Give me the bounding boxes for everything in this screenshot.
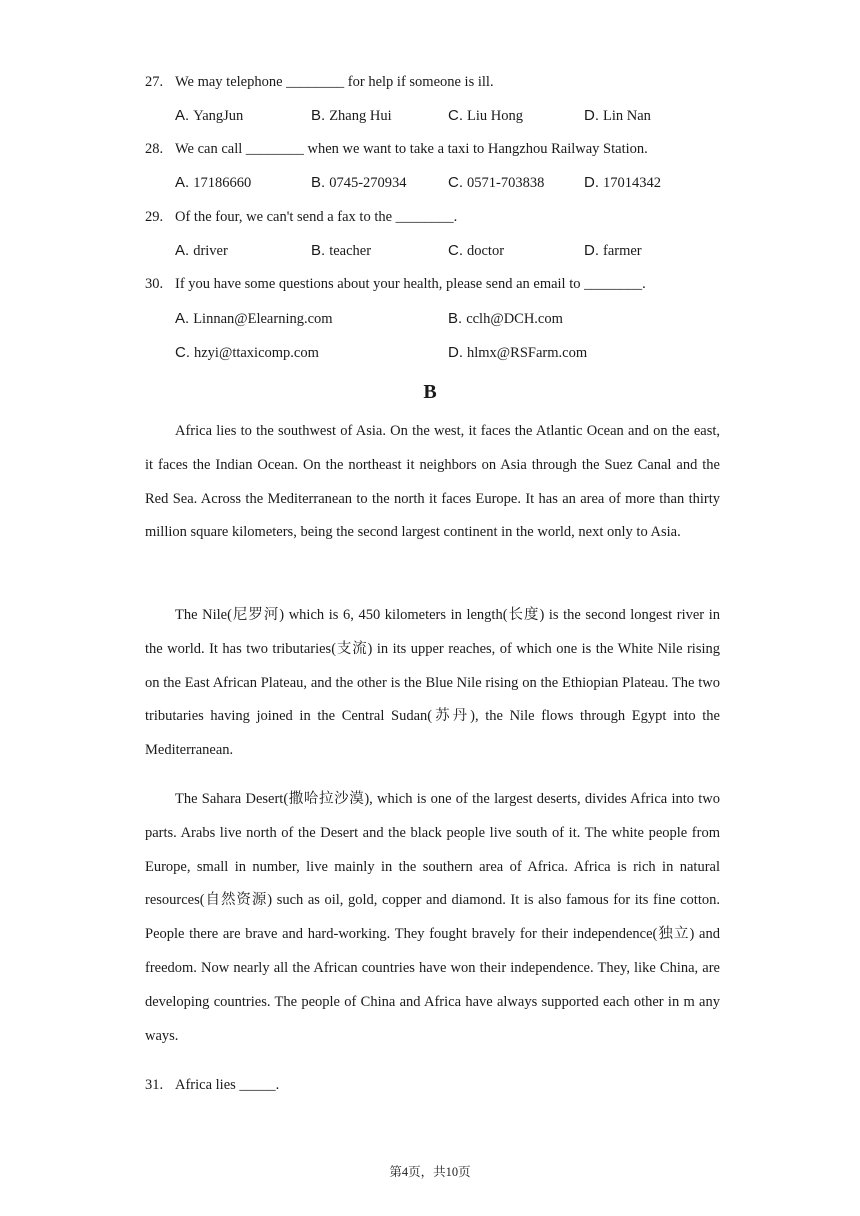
option-a: A. YangJun (175, 107, 244, 124)
passage-paragraph-3: The Sahara Desert(撒哈拉沙漠), which is one of the largest deserts, divides Africa into two parts. Arabs live north of the Desert and the black people live south of it. The white people from Europe, small in number, live mainly in the southern area of Africa. Africa is rich in natural resources(自然资源) such as oil, gold, copper and diamond. It is also famous for its fine cotton. People there are brave and hard-working. They fought bravely for their independence(独立) and freedom. Now nearly all the African countries have won their independence. They, like China, are developing countries. The people of China and Africa have always supported each other in m any ways. (145, 791, 720, 1044)
section-title: B (423, 381, 437, 403)
question-number: 28. (145, 141, 164, 157)
question-text: Of the four, we can't send a fax to the ________. (175, 209, 458, 225)
question-text: If you have some questions about your health, please send an email to ________. (175, 276, 646, 292)
question-number: 31. (145, 1077, 164, 1093)
question-30 (145, 276, 646, 293)
question-28 (145, 141, 648, 158)
question-31 (145, 1077, 279, 1094)
option-d: D. hlmx@RSFarm.com (448, 344, 588, 361)
option-b: B. teacher (311, 242, 372, 259)
question-number: 27. (145, 74, 164, 90)
option-c: C. doctor (448, 242, 505, 259)
option-a: A. Linnan@Elearning.com (175, 310, 333, 327)
option-b: B. 0745-270934 (311, 174, 407, 191)
page-footer: 第4页，共10页 (389, 1165, 471, 1179)
option-b: B. Zhang Hui (311, 107, 392, 124)
question-text: We may telephone ________ for help if someone is ill. (175, 74, 494, 90)
option-b: B. cclh@DCH.com (448, 310, 563, 327)
question-text: Africa lies _____. (175, 1077, 280, 1093)
passage-paragraph-2: The Nile(尼罗河) which is 6, 450 kilometers in length(长度) is the second longest river in the world. It has two tributaries(支流) in its upper reaches, of which one is the White Nile rising on the East African Plateau, and the other is the Blue Nile rising on the Ethiopian Plateau. The two tributaries having joined in the Central Sudan(苏丹), the Nile flows through Egypt into the Mediterranean. (145, 607, 720, 759)
option-a: A. driver (175, 242, 228, 259)
option-c: C. Liu Hong (448, 107, 523, 124)
question-number: 29. (145, 209, 164, 225)
question-29 (145, 209, 457, 226)
option-d: D. farmer (584, 242, 642, 259)
question-27 (145, 74, 494, 91)
option-c: C. 0571-703838 (448, 174, 545, 191)
passage-paragraph-1: Africa lies to the southwest of Asia. On the west, it faces the Atlantic Ocean and on the east, it faces the Indian Ocean. On the northeast it neighbors on Asia through the Suez Canal and the Red Sea. Across the Mediterranean to the north it faces Europe. It has an area of more than thirty million square kilometers, being the second largest continent in the world, next only to Asia. (145, 423, 720, 541)
option-d: D. 17014342 (584, 174, 661, 191)
question-number: 30. (145, 276, 164, 292)
option-c: C. hzyi@ttaxicomp.com (175, 344, 319, 361)
option-d: D. Lin Nan (584, 107, 651, 124)
option-a: A. 17186660 (175, 174, 252, 191)
question-text: We can call ________ when we want to take a taxi to Hangzhou Railway Station. (175, 141, 648, 157)
